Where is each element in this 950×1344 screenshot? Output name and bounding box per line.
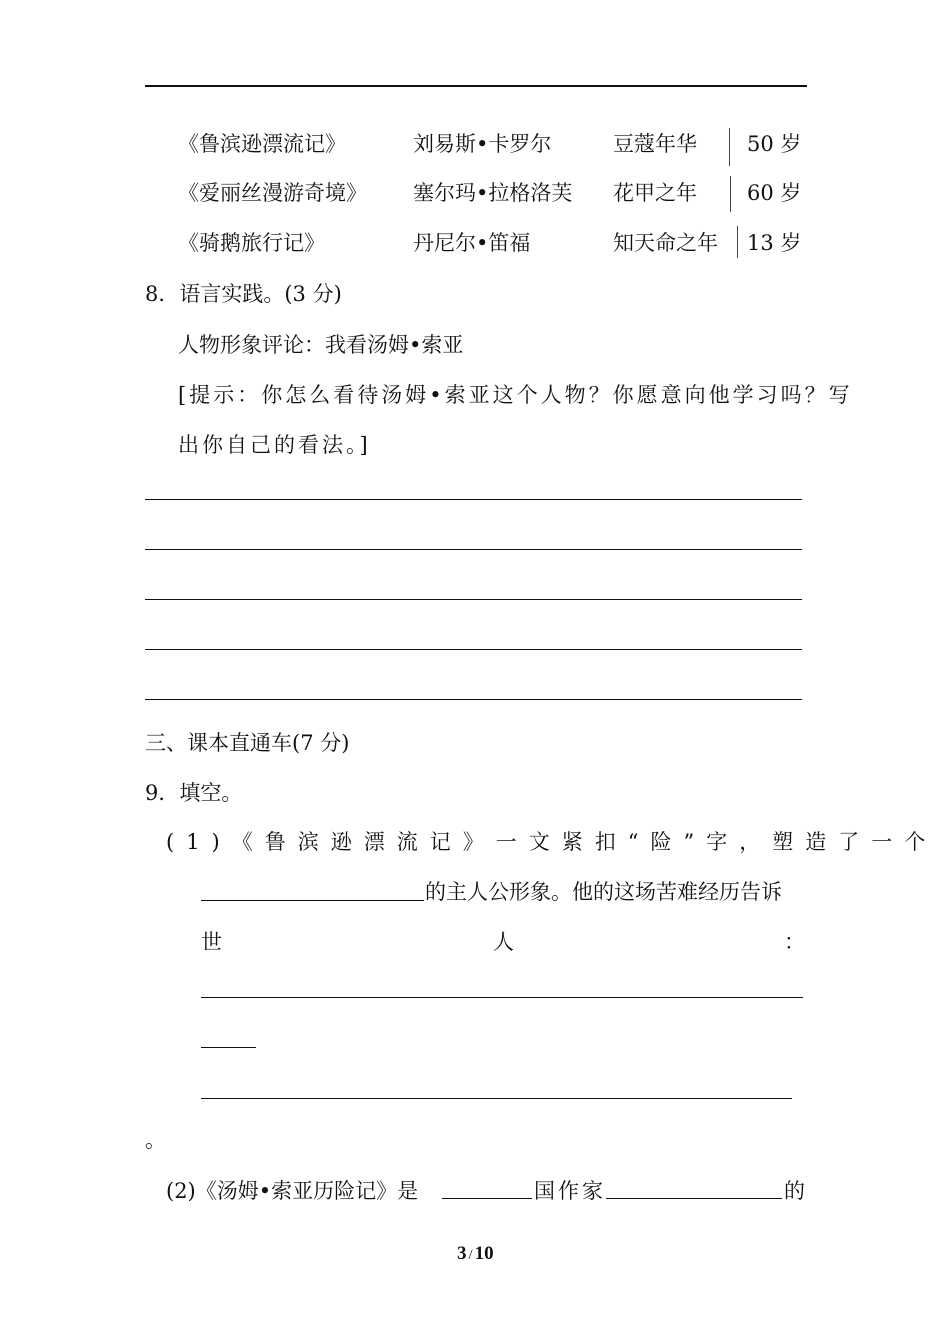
fill-blank[interactable] (442, 1198, 532, 1199)
fill-blank[interactable] (201, 997, 803, 998)
page-separator: / (468, 1247, 473, 1263)
question-8-title: 8．语言实践。(3 分) (145, 282, 342, 306)
column-divider (729, 128, 730, 166)
column-divider (737, 226, 738, 258)
age-value: 50 岁 (747, 132, 802, 156)
q9-part1-line3-a: 世 (201, 930, 222, 954)
total-pages: 10 (474, 1243, 494, 1264)
question-8-hint-line2: 出你自己的看法。] (178, 433, 371, 457)
q9-part2-c: 的 (784, 1179, 805, 1203)
q9-part1-end: 。 (145, 1128, 166, 1152)
answer-line[interactable] (145, 599, 802, 600)
answer-line[interactable] (145, 699, 802, 700)
section-3-title: 三、课本直通车(7 分) (145, 731, 350, 755)
author-name: 刘易斯•卡罗尔 (413, 132, 552, 156)
answer-line[interactable] (145, 499, 802, 500)
header-rule (145, 85, 807, 87)
book-title: 《鲁滨逊漂流记》 (178, 132, 346, 156)
fill-blank[interactable] (606, 1198, 782, 1199)
current-page: 3 (457, 1243, 467, 1264)
column-divider (730, 176, 731, 212)
fill-blank[interactable] (201, 900, 424, 901)
book-title: 《爱丽丝漫游奇境》 (178, 181, 367, 205)
answer-line[interactable] (145, 649, 802, 650)
author-name: 丹尼尔•笛福 (413, 231, 531, 255)
q9-part2-a: (2)《汤姆•索亚历险记》是 (166, 1179, 419, 1203)
age-term: 知天命之年 (613, 231, 718, 255)
fill-blank[interactable] (201, 1047, 256, 1048)
fill-blank[interactable] (201, 1098, 792, 1099)
q9-part2-b: 国作家 (534, 1179, 606, 1203)
q9-part1-line3-c: ： (784, 930, 805, 954)
age-term: 豆蔻年华 (613, 132, 697, 156)
q9-part1-line3-b: 人 (493, 930, 514, 954)
page-number (457, 1243, 494, 1265)
age-term: 花甲之年 (613, 181, 697, 205)
question-8-hint-line1: [提示：你怎么看待汤姆•索亚这个人物？你愿意向他学习吗？写 (178, 383, 853, 407)
age-value: 60 岁 (747, 181, 802, 205)
q9-part1-line2: 的主人公形象。他的这场苦难经历告诉 (425, 880, 782, 904)
author-name: 塞尔玛•拉格洛芙 (413, 181, 573, 205)
q9-part1-line1: (1)《鲁滨逊漂流记》一文紧扣“险”字，塑造了一个 (166, 830, 938, 854)
age-value: 13 岁 (747, 231, 802, 255)
question-8-topic: 人物形象评论：我看汤姆•索亚 (178, 333, 464, 357)
answer-line[interactable] (145, 549, 802, 550)
question-9-title: 9．填空。 (145, 781, 243, 805)
book-title: 《骑鹅旅行记》 (178, 231, 325, 255)
